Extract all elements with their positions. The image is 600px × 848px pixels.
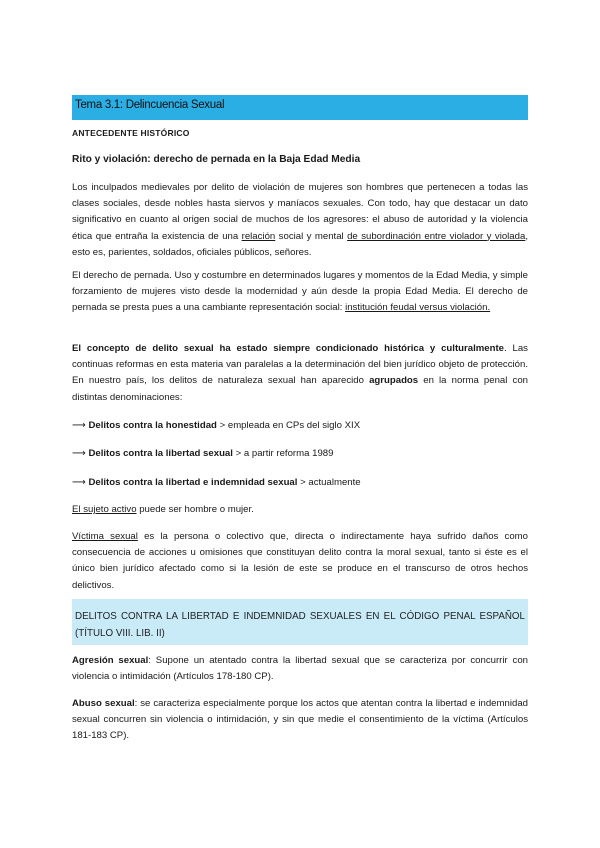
text: > actualmente	[297, 477, 361, 488]
text: puede ser hombre o mujer.	[136, 504, 254, 515]
bold-text: Abuso sexual	[72, 698, 135, 709]
text: en la norma penal con distintas denominaciones:	[72, 375, 528, 403]
arrow-icon: ⟶	[72, 420, 86, 431]
bold-text: Delitos contra la honestidad	[88, 420, 217, 431]
paragraph-agresion	[72, 653, 528, 685]
paragraph-concepto	[72, 341, 528, 406]
underlined-text: El sujeto activo	[72, 504, 137, 515]
page-title: Tema 3.1: Delincuencia Sexual	[72, 95, 528, 120]
bold-text: Delitos contra la libertad sexual	[88, 448, 233, 459]
text: : se caracteriza especialmente porque los actos que atentan contra la libertad e indemnidad sexual concurren sin violencia o intimidación, y sin que medie el consentimiento de la víctima (Artículos 181-183 CP).	[72, 698, 528, 742]
arrow-icon: ⟶	[72, 448, 86, 459]
section-heading-delitos: DELITOS CONTRA LA LIBERTAD E INDEMNIDAD SEXUALES EN EL CÓDIGO PENAL ESPAÑOL (TÍTULO VIII. LIB. II)	[72, 599, 528, 645]
subtitle: Rito y violación: derecho de pernada en la Baja Edad Media	[72, 154, 361, 165]
list-item	[72, 477, 361, 488]
paragraph-sujeto-activo	[72, 502, 528, 518]
paragraph-pernada	[72, 268, 528, 317]
bold-text: El concepto de delito sexual ha estado siempre condicionado histórica y culturalmente	[72, 343, 505, 354]
underlined-text: de subordinación entre violador y violada	[347, 230, 526, 242]
text: > a partir reforma 1989	[232, 448, 334, 459]
text: El derecho de pernada. Uso y costumbre en determinados lugares y momentos de la Edad Media, y simple forzamiento de mujeres visto desde la modernidad y aún desde la propia Edad Media. El derecho de pernada se presta pues a una cambiante representación social:	[72, 270, 528, 314]
bold-text: Delitos contra la libertad e indemnidad sexual	[88, 477, 298, 488]
paragraph-inculpados	[72, 180, 528, 261]
list-item	[72, 448, 333, 459]
underlined-text: institución feudal versus violación.	[345, 302, 491, 314]
bold-text: Agresión sexual	[72, 655, 149, 666]
paragraph-abuso	[72, 696, 528, 745]
text: es la persona o colectivo que, directa o indirectamente haya sufrido daños como consecuencia de acciones u omisiones que constituyan delito contra la moral sexual, tanto si éste es el único bien jurídico afectado como si la lesión de este se produce en el transcurso de otros hechos delictivos.	[72, 531, 528, 591]
paragraph-victima	[72, 529, 528, 594]
section-heading-antecedente: ANTECEDENTE HISTÓRICO	[72, 128, 190, 138]
arrow-icon: ⟶	[72, 477, 86, 488]
underlined-text: relación	[241, 230, 276, 242]
text: , esto es, parientes, soldados, oficiales públicos, señores.	[72, 230, 528, 258]
underlined-text: Víctima sexual	[72, 531, 138, 542]
text: . Las continuas reformas en esta materia van paralelas a la determinación del bien jurídico objeto de protección. En nuestro país, los delitos de naturaleza sexual han aparecido	[72, 343, 528, 387]
text: > empleada en CPs del siglo XIX	[216, 420, 361, 431]
bold-text: agrupados	[369, 375, 419, 387]
list-item	[72, 420, 360, 431]
text: social y mental	[275, 230, 348, 242]
text: : Supone un atentado contra la libertad sexual que se caracteriza por concurrir con violencia o intimidación (Artículos 178-180 CP).	[72, 655, 528, 683]
text: Los inculpados medievales por delito de violación de mujeres son hombres que pertenecen a todas las clases sociales, desde nobles hasta siervos y maníacos sexuales. Con todo, hay que destacar un dato significativo en cuanto al origen social de muchos de los agresores: el abuso de autoridad y la violencia ética que entraña la existencia de una	[72, 182, 528, 242]
